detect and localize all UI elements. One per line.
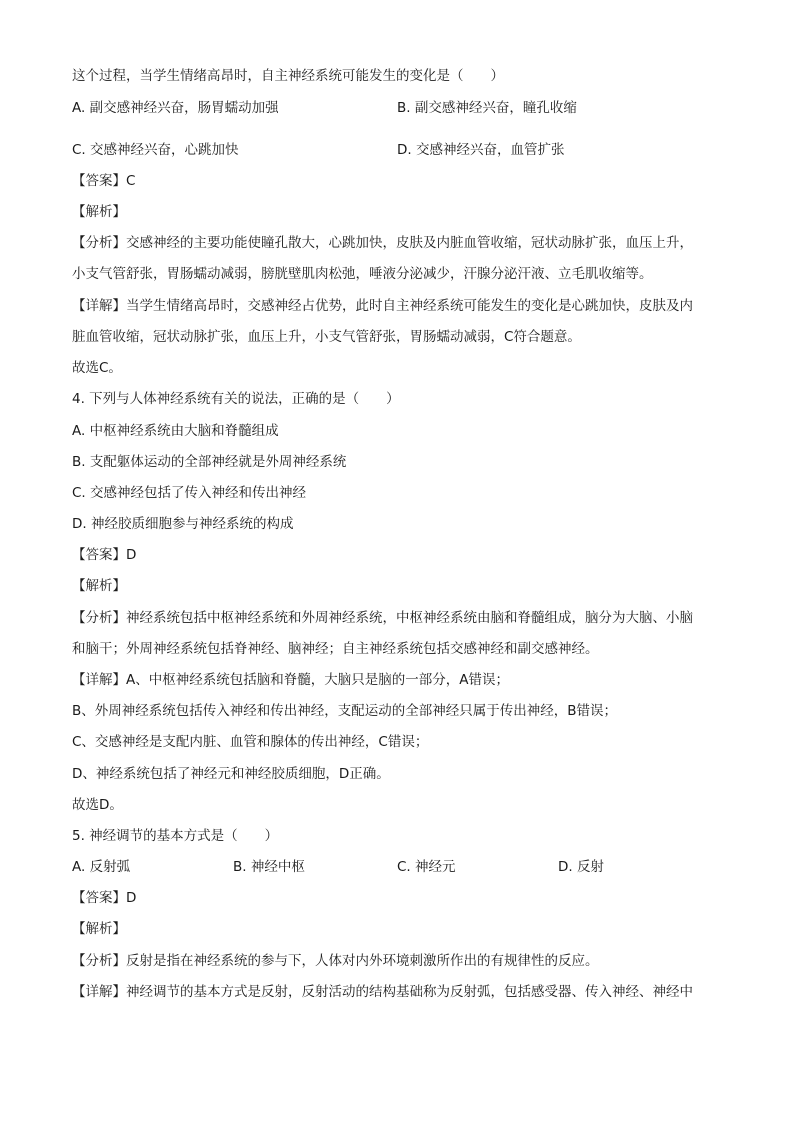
question-4-fenxi-line-1: 【分析】神经系统包括中枢神经系统和外周神经系统，中枢神经系统由脑和脊髓组成，脑分为大脑、小脑: [72, 610, 693, 626]
question-3-xiangjie-line-2: 脏血管收缩，冠状动脉扩张，血压上升，小支气管舒张，胃肠蠕动减弱，C符合题意。: [72, 329, 581, 345]
question-3-option-b: B. 副交感神经兴奋，瞳孔收缩: [397, 100, 577, 116]
question-4-answer: 【答案】D: [72, 547, 137, 563]
question-4-analysis-label: 【解析】: [72, 578, 126, 594]
question-3-option-c: C. 交感神经兴奋，心跳加快: [72, 142, 239, 158]
question-4-xiangjie-line-3: C、交感神经是支配内脏、血管和腺体的传出神经，C错误；: [72, 734, 429, 750]
question-5-options-row: [72, 857, 722, 877]
question-3-option-a: A. 副交感神经兴奋，肠胃蠕动加强: [72, 100, 279, 116]
question-3-fenxi-line-1: 【分析】交感神经的主要功能使瞳孔散大，心跳加快，皮肤及内脏血管收缩，冠状动脉扩张，血压上升，: [72, 235, 693, 251]
question-5-option-b: B. 神经中枢: [233, 859, 305, 875]
question-5-stem: 5. 神经调节的基本方式是（ ）: [72, 828, 279, 844]
question-3-option-d: D. 交感神经兴奋，血管扩张: [397, 142, 565, 158]
question-5-option-a: A. 反射弧: [72, 859, 131, 875]
question-3-xiangjie-line-1: 【详解】当学生情绪高昂时，交感神经占优势，此时自主神经系统可能发生的变化是心跳加快，皮肤及内: [72, 298, 693, 314]
question-4-option-a: A. 中枢神经系统由大脑和脊髓组成: [72, 423, 279, 439]
question-4-stem: 4. 下列与人体神经系统有关的说法，正确的是（ ）: [72, 391, 400, 407]
question-3-answer: 【答案】C: [72, 173, 136, 189]
question-3-conclusion: 故选C。: [72, 360, 122, 376]
question-4-xiangjie-line-2: B、外周神经系统包括传入神经和传出神经，支配运动的全部神经只属于传出神经，B错误；: [72, 703, 618, 719]
question-4-conclusion: 故选D。: [72, 797, 123, 813]
question-3-stem: 这个过程，当学生情绪高昂时，自主神经系统可能发生的变化是（ ）: [72, 68, 504, 84]
question-3-fenxi-line-2: 小支气管舒张，胃肠蠕动减弱，膀胱壁肌肉松弛，唾液分泌减少，汗腺分泌汗液、立毛肌收缩等。: [72, 266, 653, 282]
question-5-fenxi-line-1: 【分析】反射是指在神经系统的参与下，人体对内外环境刺激所作出的有规律性的反应。: [72, 953, 599, 969]
question-4-option-b: B. 支配躯体运动的全部神经就是外周神经系统: [72, 454, 347, 470]
question-4-fenxi-line-2: 和脑干；外周神经系统包括脊神经、脑神经；自主神经系统包括交感神经和副交感神经。: [72, 641, 599, 657]
question-4-option-d: D. 神经胶质细胞参与神经系统的构成: [72, 516, 294, 532]
question-5-analysis-label: 【解析】: [72, 921, 126, 937]
question-4-xiangjie-line-1: 【详解】A、中枢神经系统包括脑和脊髓，大脑只是脑的一部分，A错误；: [72, 672, 509, 688]
question-4-xiangjie-line-4: D、神经系统包括了神经元和神经胶质细胞，D正确。: [72, 766, 390, 782]
question-3-analysis-label: 【解析】: [72, 204, 126, 220]
question-5-answer: 【答案】D: [72, 890, 137, 906]
question-5-option-c: C. 神经元: [397, 859, 456, 875]
question-5-xiangjie-line-1: 【详解】神经调节的基本方式是反射，反射活动的结构基础称为反射弧，包括感受器、传入神经、神经中: [72, 984, 693, 1000]
question-3-options-row-1: [72, 98, 722, 118]
question-3-options-row-2: [72, 140, 722, 160]
question-4-option-c: C. 交感神经包括了传入神经和传出神经: [72, 485, 307, 501]
question-5-option-d: D. 反射: [558, 859, 604, 875]
